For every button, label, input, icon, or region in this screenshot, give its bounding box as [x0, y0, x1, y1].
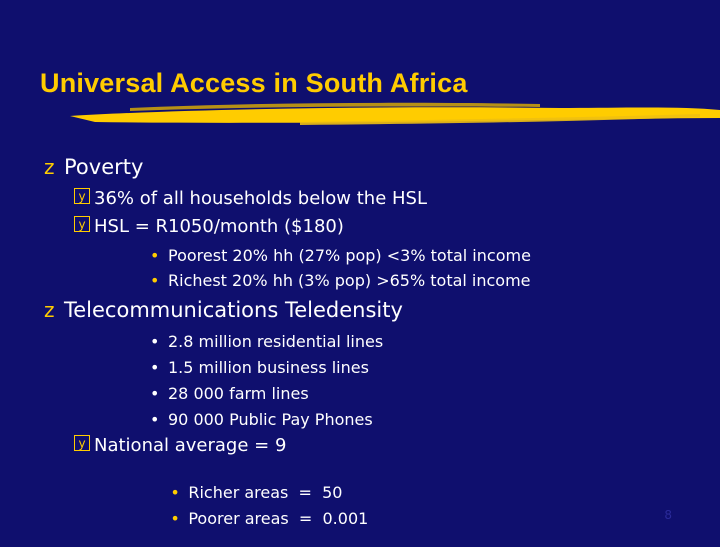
- bullet-households: [74, 188, 427, 209]
- subitem-text: 1.5 million business lines: [168, 358, 369, 377]
- subitem-text: Poorest 20% hh (27% pop) <3% total income: [168, 246, 531, 265]
- subitem-text: Richer areas = 50: [188, 483, 343, 502]
- dot-bullet-icon: •: [150, 410, 160, 429]
- subbullet-farm: [150, 384, 309, 403]
- bullet-national-average: [74, 435, 286, 456]
- dot-bullet-icon: •: [170, 483, 180, 502]
- svg-text:y: y: [78, 436, 86, 451]
- subitem-text: Poorer areas = 0.001: [188, 509, 369, 528]
- y-bullet-icon: [74, 216, 92, 237]
- subbullet-richest: [150, 271, 531, 290]
- dot-bullet-icon: •: [150, 332, 160, 351]
- y-bullet-icon: [74, 435, 92, 456]
- subitem-text: 28 000 farm lines: [168, 384, 309, 403]
- z-bullet-icon: z: [44, 155, 55, 179]
- item-text: National average = 9: [94, 435, 287, 456]
- subbullet-business: [150, 358, 369, 377]
- subbullet-poorest: [150, 246, 531, 265]
- subitem-text: 2.8 million residential lines: [168, 332, 384, 351]
- bullet-hsl: [74, 216, 344, 237]
- title-underline-brushstroke: [0, 96, 720, 132]
- page-number: 8: [664, 508, 672, 522]
- subitem-text: Richest 20% hh (3% pop) >65% total income: [168, 271, 531, 290]
- svg-text:y: y: [78, 189, 86, 204]
- z-bullet-icon: z: [44, 298, 55, 322]
- bullet-poverty: [44, 155, 143, 179]
- heading-text: Telecommunications Teledensity: [64, 298, 403, 322]
- dot-bullet-icon: •: [150, 271, 160, 290]
- subitem-text: 90 000 Public Pay Phones: [168, 410, 373, 429]
- dot-bullet-icon: •: [150, 358, 160, 377]
- subbullet-residential: [150, 332, 383, 351]
- subbullet-poorer-areas: [150, 490, 368, 547]
- subbullet-payphones: [150, 410, 373, 429]
- heading-text: Poverty: [64, 155, 144, 179]
- item-text: HSL = R1050/month ($180): [94, 216, 344, 237]
- dot-bullet-icon: •: [150, 246, 160, 265]
- bullet-teledensity: [44, 298, 403, 322]
- svg-text:y: y: [78, 217, 86, 232]
- item-text: 36% of all households below the HSL: [94, 188, 427, 209]
- slide-title: Universal Access in South Africa: [40, 68, 468, 98]
- y-bullet-icon: [74, 188, 92, 209]
- dot-bullet-icon: •: [150, 384, 160, 403]
- dot-bullet-icon: •: [170, 509, 180, 528]
